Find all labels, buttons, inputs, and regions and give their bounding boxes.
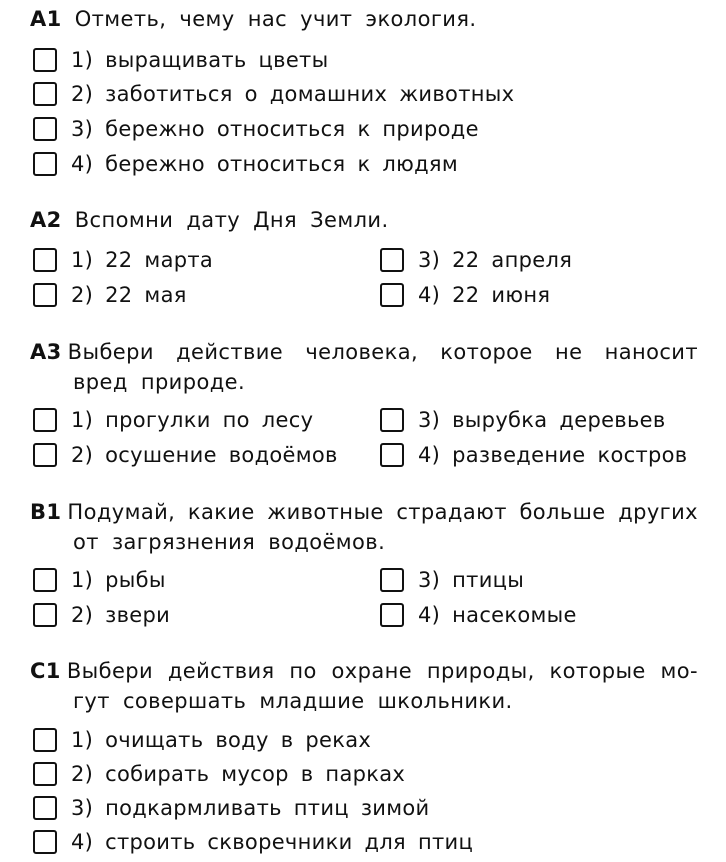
option-a2-2[interactable] <box>33 281 187 309</box>
question-c1 <box>30 656 698 716</box>
checkbox[interactable] <box>33 48 57 72</box>
option-c1-2[interactable] <box>33 760 405 788</box>
option-label: 2) заботиться о домашних животных <box>71 82 515 106</box>
checkbox[interactable] <box>33 117 57 141</box>
question-number: B1 <box>30 500 62 524</box>
checkbox[interactable] <box>380 248 404 272</box>
question-text: Отметь, чему нас учит экология. <box>74 7 477 31</box>
option-label: 4) 22 июня <box>418 283 551 307</box>
option-a2-3[interactable] <box>380 246 572 274</box>
option-a2-1[interactable] <box>33 246 213 274</box>
question-text-line1 <box>30 497 698 527</box>
checkbox[interactable] <box>380 408 404 432</box>
checkbox[interactable] <box>33 728 57 752</box>
question-text: Выбери действия по охране природы, которые мо- <box>66 659 698 683</box>
option-a1-1[interactable] <box>33 46 328 74</box>
option-a3-2[interactable] <box>33 441 338 469</box>
option-label: 1) очищать воду в реках <box>71 728 372 752</box>
checkbox[interactable] <box>33 152 57 176</box>
checkbox[interactable] <box>33 762 57 786</box>
question-number: A1 <box>30 7 62 31</box>
option-a2-4[interactable] <box>380 281 550 309</box>
option-b1-3[interactable] <box>380 566 524 594</box>
checkbox[interactable] <box>33 830 57 854</box>
option-a3-1[interactable] <box>33 406 313 434</box>
checkbox[interactable] <box>380 568 404 592</box>
question-text-line1 <box>30 656 698 686</box>
option-label: 2) собирать мусор в парках <box>71 762 406 786</box>
checkbox[interactable] <box>33 283 57 307</box>
option-c1-4[interactable] <box>33 828 473 856</box>
question-a3 <box>30 337 698 397</box>
question-text-line2: гут совершать младшие школьники. <box>73 689 513 713</box>
question-text: Вспомни дату Дня Земли. <box>74 208 389 232</box>
option-label: 3) вырубка деревьев <box>418 408 666 432</box>
option-label: 4) бережно относиться к людям <box>71 152 458 176</box>
checkbox[interactable] <box>33 568 57 592</box>
option-label: 1) выращивать цветы <box>71 48 329 72</box>
checkbox[interactable] <box>33 408 57 432</box>
question-b1 <box>30 497 698 557</box>
question-number: C1 <box>30 659 61 683</box>
option-a1-3[interactable] <box>33 115 479 143</box>
option-a1-2[interactable] <box>33 80 514 108</box>
option-b1-2[interactable] <box>33 601 170 629</box>
option-label: 4) разведение костров <box>418 443 688 467</box>
option-b1-1[interactable] <box>33 566 166 594</box>
checkbox[interactable] <box>33 248 57 272</box>
question-text-line2: вред природе. <box>73 370 246 394</box>
option-label: 3) птицы <box>418 568 525 592</box>
question-number: A2 <box>30 208 62 232</box>
option-a3-3[interactable] <box>380 406 666 434</box>
checkbox[interactable] <box>33 82 57 106</box>
option-b1-4[interactable] <box>380 601 577 629</box>
checkbox[interactable] <box>33 603 57 627</box>
question-text-line2: от загрязнения водоёмов. <box>73 530 386 554</box>
option-label: 1) прогулки по лесу <box>71 408 314 432</box>
option-label: 2) 22 мая <box>71 283 187 307</box>
question-a1 <box>30 4 476 34</box>
option-label: 4) строить скворечники для птиц <box>71 830 474 854</box>
option-label: 4) насекомые <box>418 603 577 627</box>
checkbox[interactable] <box>380 443 404 467</box>
option-c1-1[interactable] <box>33 726 371 754</box>
option-label: 2) осушение водоёмов <box>71 443 338 467</box>
checkbox[interactable] <box>33 796 57 820</box>
question-number: A3 <box>30 340 62 364</box>
option-label: 3) бережно относиться к природе <box>71 117 479 141</box>
checkbox[interactable] <box>33 443 57 467</box>
question-a2 <box>30 205 389 235</box>
option-label: 3) 22 апреля <box>418 248 573 272</box>
question-text: Подумай, какие животные страдают больше других <box>67 500 698 524</box>
checkbox[interactable] <box>380 283 404 307</box>
question-text: Выбери действие человека, которое не наносит <box>67 340 698 364</box>
option-label: 1) 22 марта <box>71 248 214 272</box>
question-text-line1 <box>30 337 698 367</box>
option-label: 2) звери <box>71 603 171 627</box>
option-label: 3) подкармливать птиц зимой <box>71 796 430 820</box>
checkbox[interactable] <box>380 603 404 627</box>
option-label: 1) рыбы <box>71 568 166 592</box>
option-c1-3[interactable] <box>33 794 430 822</box>
option-a1-4[interactable] <box>33 150 458 178</box>
option-a3-4[interactable] <box>380 441 687 469</box>
